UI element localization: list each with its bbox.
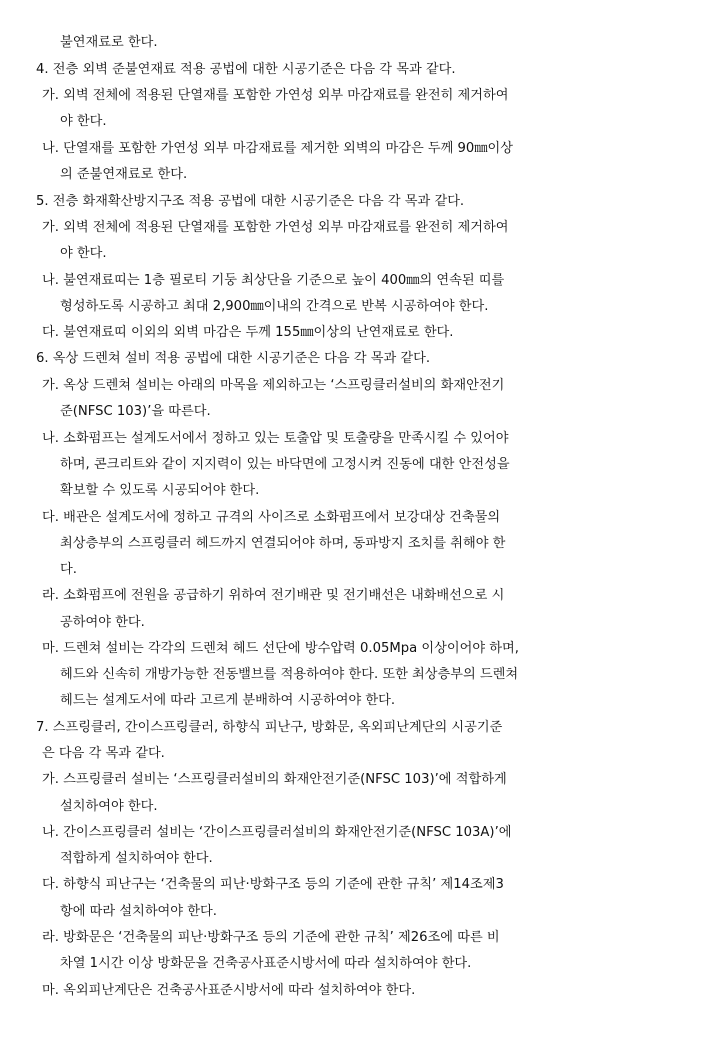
text-line: 은 다음 각 목과 같다. bbox=[42, 746, 165, 761]
text-line: 야 한다. bbox=[60, 114, 107, 129]
text-line: 불연재료로 한다. bbox=[60, 35, 158, 50]
text-line: 가. 옥상 드렌쳐 설비는 아래의 마목을 제외하고는 ‘스프링클러설비의 화재안전기 bbox=[42, 378, 505, 393]
text-line: 공하여야 한다. bbox=[60, 615, 145, 630]
text-line: 나. 불연재료띠는 1층 필로티 기둥 최상단을 기준으로 높이 400㎜의 연속된 띠를 bbox=[42, 273, 505, 288]
section-heading: 4. 전층 외벽 준불연재료 적용 공법에 대한 시공기준은 다음 각 목과 같다. bbox=[36, 62, 456, 77]
text-line: 설치하여야 한다. bbox=[60, 799, 158, 814]
text-line: 나. 간이스프링클러 설비는 ‘간이스프링클러설비의 화재안전기준(NFSC 103A)’에 bbox=[42, 825, 512, 840]
text-line: 준(NFSC 103)’을 따른다. bbox=[60, 404, 211, 419]
section-heading: 6. 옥상 드렌쳐 설비 적용 공법에 대한 시공기준은 다음 각 목과 같다. bbox=[36, 351, 431, 366]
text-line: 차열 1시간 이상 방화문을 건축공사표준시방서에 따라 설치하여야 한다. bbox=[60, 956, 472, 971]
text-line: 라. 소화펌프에 전원을 공급하기 위하여 전기배관 및 전기배선은 내화배선으로 시 bbox=[42, 588, 505, 603]
text-line: 가. 스프링클러 설비는 ‘스프링클러설비의 화재안전기준(NFSC 103)’에 적합하게 bbox=[42, 772, 507, 787]
text-line: 야 한다. bbox=[60, 246, 107, 261]
text-line: 헤드는 설계도서에 따라 고르게 분배하여 시공하여야 한다. bbox=[60, 693, 396, 708]
text-line: 나. 소화펌프는 설계도서에서 정하고 있는 토출압 및 토출량을 만족시킬 수 있어야 bbox=[42, 431, 509, 446]
text-line: 헤드와 신속히 개방가능한 전동밸브를 적용하여야 한다. 또한 최상층부의 드렌쳐 bbox=[60, 667, 519, 682]
text-line: 나. 단열재를 포함한 가연성 외부 마감재료를 제거한 외벽의 마감은 두께 90㎜이상 bbox=[42, 141, 513, 156]
text-line: 확보할 수 있도록 시공되어야 한다. bbox=[60, 483, 260, 498]
text-line: 마. 옥외피난계단은 건축공사표준시방서에 따라 설치하여야 한다. bbox=[42, 983, 416, 998]
text-line: 다. 불연재료띠 이외의 외벽 마감은 두께 155㎜이상의 난연재료로 한다. bbox=[42, 325, 454, 340]
text-line: 라. 방화문은 ‘건축물의 피난·방화구조 등의 기준에 관한 규칙’ 제26조에 따른 비 bbox=[42, 930, 500, 945]
text-line: 적합하게 설치하여야 한다. bbox=[60, 851, 213, 866]
text-line: 의 준불연재료로 한다. bbox=[60, 167, 188, 182]
text-line: 가. 외벽 전체에 적용된 단열재를 포함한 가연성 외부 마감재료를 완전히 제거하여 bbox=[42, 88, 509, 103]
text-line: 다. 하향식 피난구는 ‘건축물의 피난·방화구조 등의 기준에 관한 규칙’ 제14조제3 bbox=[42, 877, 504, 892]
text-line: 가. 외벽 전체에 적용된 단열재를 포함한 가연성 외부 마감재료를 완전히 제거하여 bbox=[42, 220, 509, 235]
text-line: 형성하도록 시공하고 최대 2,900㎜이내의 간격으로 반복 시공하여야 한다. bbox=[60, 299, 489, 314]
text-line: 하며, 콘크리트와 같이 지지력이 있는 바닥면에 고정시켜 진동에 대한 안전성을 bbox=[60, 457, 510, 472]
text-line: 항에 따라 설치하여야 한다. bbox=[60, 904, 217, 919]
text-line: 마. 드렌쳐 설비는 각각의 드렌쳐 헤드 선단에 방수압력 0.05Mpa 이상이어야 하며, bbox=[42, 641, 519, 656]
text-line: 최상층부의 스프링클러 헤드까지 연결되어야 하며, 동파방지 조치를 취해야 한 bbox=[60, 536, 506, 551]
section-heading: 7. 스프링클러, 간이스프링클러, 하향식 피난구, 방화문, 옥외피난계단의 시공기준 bbox=[36, 720, 503, 735]
text-line: 다. 배관은 설계도서에 정하고 규격의 사이즈로 소화펌프에서 보강대상 건축물의 bbox=[42, 510, 501, 525]
section-heading: 5. 전층 화재확산방지구조 적용 공법에 대한 시공기준은 다음 각 목과 같다. bbox=[36, 194, 465, 209]
text-line: 다. bbox=[60, 562, 77, 577]
